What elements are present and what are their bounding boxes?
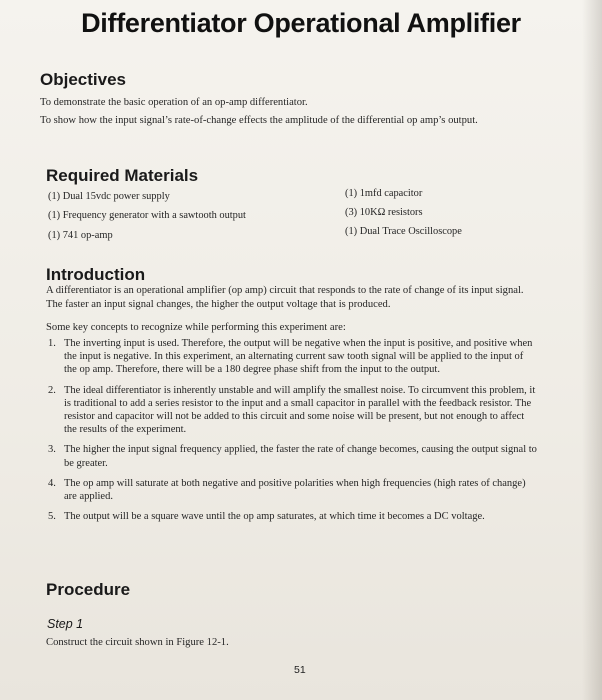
material-item: (1) Dual Trace Oscilloscope	[345, 226, 462, 237]
material-item: (1) Frequency generator with a sawtooth output	[48, 210, 246, 221]
material-item: (1) 1mfd capacitor	[345, 188, 423, 199]
step-text: Construct the circuit shown in Figure 12-1.	[46, 637, 229, 648]
list-item: 4. The op amp will saturate at both negative and positive polarities when high frequencies (high rates of change) are applied.	[48, 477, 526, 503]
page-edge-shadow	[582, 0, 602, 700]
page-number: 51	[294, 664, 306, 676]
list-item: 3. The higher the input signal frequency applied, the faster the rate of change becomes, causing the output signal to be greater.	[48, 444, 537, 469]
material-item: (1) 741 op-amp	[48, 230, 113, 241]
step-label: Step 1	[47, 617, 84, 631]
introduction-paragraph: A differentiator is an operational amplifier (op amp) circuit that responds to the rate of change of its input signal. The faster an input signal changes, the higher the output voltage that is produced.	[46, 285, 524, 310]
list-item: 2. The ideal differentiator is inherently unstable and will amplify the smallest noise. To circumvent this problem, it is traditional to add a series resistor to the input and a small capacitor in parallel with the feedback resistor. The resistor and capacitor will not be added to this circuit and some noise will be present, but not enough to affect the results of the experiment.	[48, 384, 536, 436]
page-title: Differentiator Operational Amplifier	[81, 8, 521, 38]
objective-item: To show how the input signal’s rate-of-change effects the amplitude of the differential op amp’s output.	[40, 115, 478, 126]
materials-heading: Required Materials	[46, 166, 199, 185]
material-item: (1) Dual 15vdc power supply	[48, 191, 170, 202]
list-item: 1. The inverting input is used. Therefore, the output will be negative when the input is positive, and positive when the input is negative. In this experiment, an alternating current saw tooth signal will be applied to the input of the op amp. Therefore, there will be a 180 degree phase shift from the input to the output.	[48, 338, 533, 376]
procedure-heading: Procedure	[46, 580, 131, 599]
objective-item: To demonstrate the basic operation of an op-amp differentiator.	[40, 97, 308, 108]
concepts-lead: Some key concepts to recognize while performing this experiment are:	[46, 322, 346, 333]
material-item: (3) 10KΩ resistors	[345, 207, 423, 218]
objectives-heading: Objectives	[40, 70, 126, 89]
introduction-heading: Introduction	[46, 265, 146, 284]
list-item: 5. The output will be a square wave until the op amp saturates, at which time it becomes a DC voltage.	[48, 511, 485, 523]
concepts-list	[48, 337, 538, 530]
